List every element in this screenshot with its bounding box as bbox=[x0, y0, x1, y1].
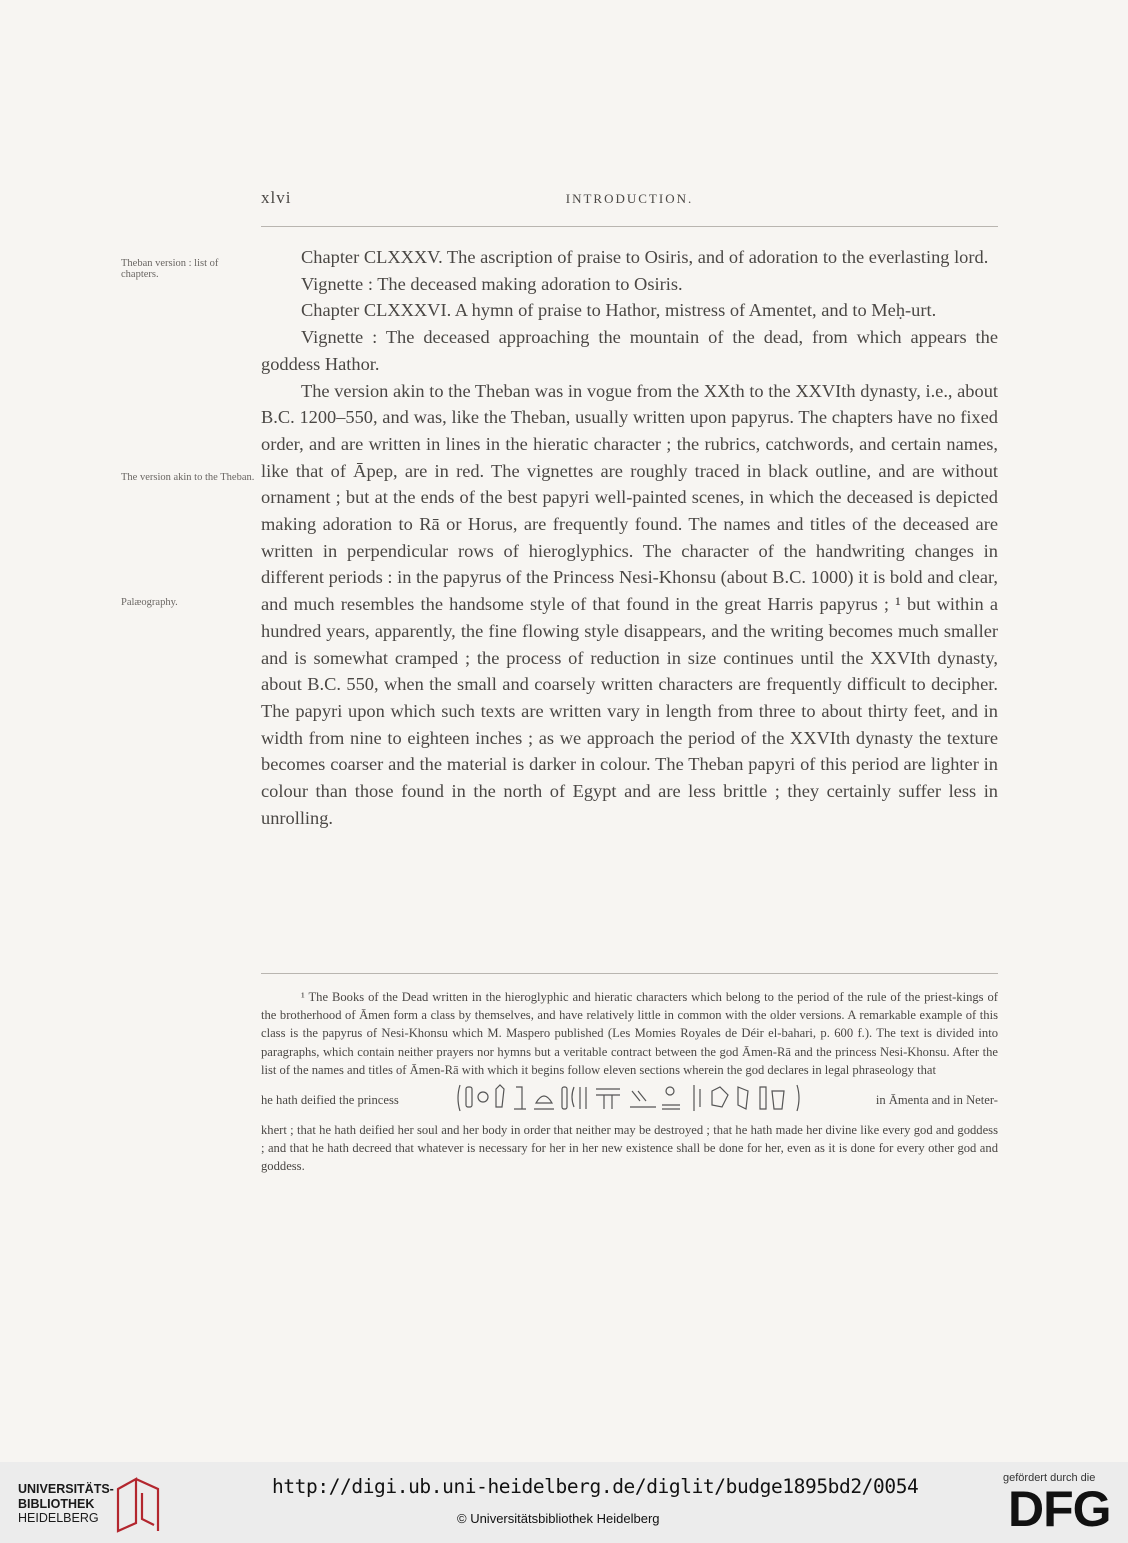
dfg-logo[interactable]: DFG bbox=[1008, 1481, 1111, 1537]
header-rule bbox=[261, 226, 998, 227]
library-name-line3: HEIDELBERG bbox=[18, 1511, 99, 1525]
running-head bbox=[261, 188, 998, 216]
paragraph-vignette-186: Vignette : The deceased approaching the mountain of the dead, from which appears the goddess Hathor. bbox=[261, 327, 998, 374]
paragraph-vignette-185: Vignette : The deceased making adoration to Osiris. bbox=[301, 273, 683, 294]
hieroglyph-line bbox=[261, 1081, 998, 1117]
footnote-hiero-left: he hath deified the princess bbox=[261, 1093, 399, 1108]
footnote-hiero-right: in Āmenta and in Neter- bbox=[875, 1093, 998, 1108]
page-number: xlvi bbox=[261, 188, 292, 207]
side-note-palaeography: Palæography. bbox=[121, 597, 178, 608]
paragraph-chapter-185: Chapter CLXXXV. The ascription of praise to Osiris, and of adoration to the everlasting lord. bbox=[301, 247, 989, 267]
source-url-link[interactable]: http://digi.ub.uni-heidelberg.de/diglit/budge1895bd2/0054 bbox=[272, 1475, 919, 1498]
library-logo[interactable] bbox=[18, 1473, 168, 1535]
side-note-version-akin: The version akin to the Theban. bbox=[121, 472, 255, 483]
hieroglyph-cartouche-icon bbox=[456, 1081, 801, 1115]
footnote bbox=[261, 988, 998, 1176]
footnote-text-1: ¹ The Books of the Dead written in the hieroglyphic and hieratic characters which belong to the period of the rule of the priest-kings of the brotherhood of Āmen form a class by themselves, and have relatively little in common with the older versions. A remarkable example of this class is the papyrus of Nesi-Khonsu which M. Maspero published (Les Momies Royales de Déir el-bahari, p. 600 f.). The text is divided into paragraphs, which contain neither prayers nor hymns but a veritable contract between the god Āmen-Rā and the princess Nesi-Khonsu. After the list of the names and titles of Āmen-Rā with which it begins follow eleven sections wherein the god declares in legal phraseology that bbox=[261, 990, 998, 1077]
library-banner bbox=[0, 1462, 1128, 1543]
library-name-line2: BIBLIOTHEK bbox=[18, 1496, 95, 1511]
body-text bbox=[261, 244, 998, 831]
library-name-line1: UNIVERSITÄTS- bbox=[18, 1482, 114, 1496]
copyright-text: © Universitätsbibliothek Heidelberg bbox=[457, 1511, 660, 1526]
running-title: INTRODUCTION. bbox=[565, 191, 694, 206]
footnote-rule bbox=[261, 973, 998, 974]
footnote-text-2: khert ; that he hath deified her soul and her body in order that neither may be destroyed ; that he hath made her divine like every god and goddess ; and that he hath decreed that whatever is necessary for her in her new existence shall be done for her, even as it is done for every other god and goddess. bbox=[261, 1123, 998, 1174]
library-emblem-icon bbox=[114, 1475, 162, 1533]
paragraph-chapter-186: Chapter CLXXXVI. A hymn of praise to Hathor, mistress of Amentet, and to Meḥ-urt. bbox=[301, 300, 937, 321]
library-name bbox=[18, 1482, 114, 1526]
paragraph-version-akin: The version akin to the Theban was in vogue from the XXth to the XXVIth dynasty, i.e., about B.C. 1200–550, and was, like the Theban, usually written upon papyrus. The chapters have no fixed order, and are written in lines in the hieratic character ; the rubrics, catchwords, and certain names, like that of Āpep, are in red. The vignettes are roughly traced in black outline, and are without ornament ; but at the ends of the best papyri well-painted scenes, in which the deceased is depicted making adoration to Rā or Horus, are frequently found. The names and titles of the deceased are written in perpendicular rows of hieroglyphics. The character of the handwriting changes in different periods : in the papyrus of the Princess Nesi-Khonsu (about B.C. 1000) it is bold and clear, and much resembles the handsome style of that found in the great Harris papyrus ; ¹ but within a hundred years, apparently, the fine flowing style disappears, and the writing becomes much smaller and is somewhat cramped ; the process of reduction in size continues until the XXVIth dynasty, about B.C. 550, when the small and coarsely written characters are frequently difficult to decipher. The papyri upon which such texts are written vary in length from three to about thirty feet, and in width from nine to eighteen inches ; as we approach the period of the XXVIth dynasty the texture becomes coarser and the material is darker in colour. The Theban papyri of this period are lighter in colour than those found in the north of Egypt and are less brittle ; they certainly suffer less in unrolling. bbox=[261, 380, 998, 828]
funding-caption: gefördert durch die bbox=[1003, 1472, 1096, 1484]
side-note-theban-version: Theban version : list of chapters. bbox=[121, 258, 219, 280]
